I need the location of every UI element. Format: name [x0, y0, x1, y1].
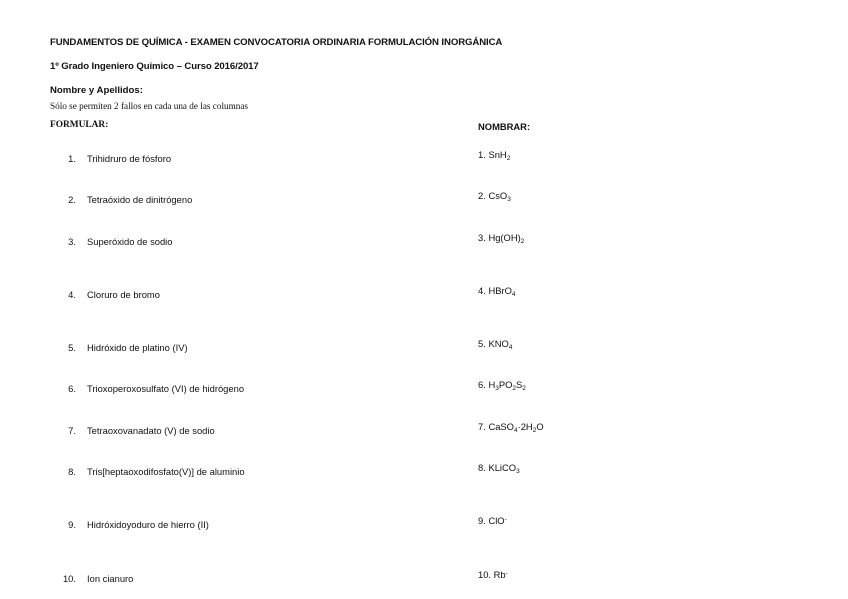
formula-part: HBrO: [488, 285, 512, 296]
formula-superscript: -: [505, 570, 508, 577]
nombrar-item: [478, 338, 512, 351]
formular-item: [56, 462, 245, 480]
nombrar-item: [478, 379, 526, 392]
item-number: 9.: [68, 519, 76, 530]
nombrar-heading: NOMBRAR:: [478, 121, 531, 132]
formula-subscript: 3: [507, 196, 511, 203]
formula-part: ·2H: [517, 421, 533, 432]
formula-subscript: 2: [532, 427, 537, 434]
item-number: 5.: [478, 338, 486, 349]
formula-subscript: 4: [508, 344, 513, 351]
item-number: 1.: [478, 149, 486, 160]
formula-subscript: 4: [511, 291, 516, 298]
nombrar-item: [478, 515, 507, 526]
item-text: Trihidruro de fósforo: [87, 153, 172, 164]
formular-item: [56, 379, 244, 397]
formula-subscript: 4: [513, 427, 518, 434]
nombrar-item: [478, 232, 524, 245]
nombrar-item: [478, 149, 510, 162]
item-number: 5.: [68, 342, 76, 353]
formula-part: PO: [498, 379, 513, 390]
formular-item: [56, 338, 188, 356]
formula-part: H: [488, 379, 496, 390]
item-text: Trioxoperoxosulfato (VI) de hidrógeno: [87, 383, 245, 394]
formular-item: [56, 421, 215, 439]
formula-part: Rb: [493, 569, 506, 580]
item-number: 2.: [68, 194, 76, 205]
item-number: 7.: [68, 425, 76, 436]
formula-part: Hg(OH): [488, 232, 521, 243]
item-number: 3.: [478, 232, 486, 243]
formula-subscript: 2: [522, 385, 526, 392]
item-text: Hidróxido de platino (IV): [87, 342, 188, 353]
item-number: 3.: [68, 236, 76, 247]
course-line: 1º Grado Ingeniero Químico – Curso 2016/2017: [50, 61, 259, 72]
item-number: 4.: [68, 289, 76, 300]
nombrar-item: [478, 190, 511, 203]
formular-item: [56, 149, 171, 167]
formula-part: KLiCO: [488, 462, 517, 473]
item-number: 10.: [478, 569, 492, 580]
item-text: Hidróxidoyoduro de hierro (II): [87, 519, 209, 530]
formular-item: [56, 515, 209, 533]
item-text: Cloruro de bromo: [87, 289, 160, 300]
name-label: Nombre y Apellidos:: [50, 85, 143, 96]
formular-item: [56, 569, 133, 587]
formular-item: [56, 190, 192, 208]
formula-part: SnH: [488, 149, 507, 160]
item-text: Ion cianuro: [87, 573, 134, 584]
nombrar-item: [478, 285, 516, 298]
formula-superscript: -: [504, 516, 507, 523]
item-number: 6.: [68, 383, 76, 394]
item-number: 7.: [478, 421, 486, 432]
formular-heading: FORMULAR:: [50, 120, 109, 130]
item-text: Tetraóxido de dinitrógeno: [87, 194, 193, 205]
nombrar-item: [478, 569, 508, 580]
formula-part: CaSO: [488, 421, 514, 432]
item-number: 6.: [478, 379, 486, 390]
formular-item: [56, 232, 172, 250]
formula-subscript: 2: [506, 155, 511, 162]
item-text: Tris[heptaoxodifosfato(V)] de aluminio: [87, 466, 245, 477]
item-number: 9.: [478, 515, 486, 526]
nombrar-item: [478, 462, 520, 475]
formula-part: CsO: [488, 190, 508, 201]
formula-subscript: 2: [520, 238, 525, 245]
formula-part: S: [516, 379, 523, 390]
item-number: 1.: [68, 153, 76, 164]
item-number: 8.: [478, 462, 486, 473]
item-text: Tetraoxovanadato (V) de sodio: [87, 425, 215, 436]
formula-part: O: [536, 421, 544, 432]
item-number: 10.: [62, 573, 76, 584]
item-number: 4.: [478, 285, 486, 296]
item-number: 8.: [68, 466, 76, 477]
item-text: Superóxido de sodio: [87, 236, 173, 247]
formula-subscript: 3: [495, 385, 499, 392]
formula-part: KNO: [488, 338, 509, 349]
item-number: 2.: [478, 190, 486, 201]
exam-title: FUNDAMENTOS DE QUÍMICA - EXAMEN CONVOCATORIA ORDINARIA FORMULACIÓN INORGÁNICA: [50, 37, 503, 48]
formula-part: ClO: [488, 515, 505, 526]
formula-subscript: 2: [512, 385, 517, 392]
formula-subscript: 3: [516, 468, 520, 475]
nombrar-item: [478, 421, 544, 434]
formular-item: [56, 285, 160, 303]
rule-note: Sólo se permiten 2 fallos en cada una de las columnas: [50, 101, 248, 111]
